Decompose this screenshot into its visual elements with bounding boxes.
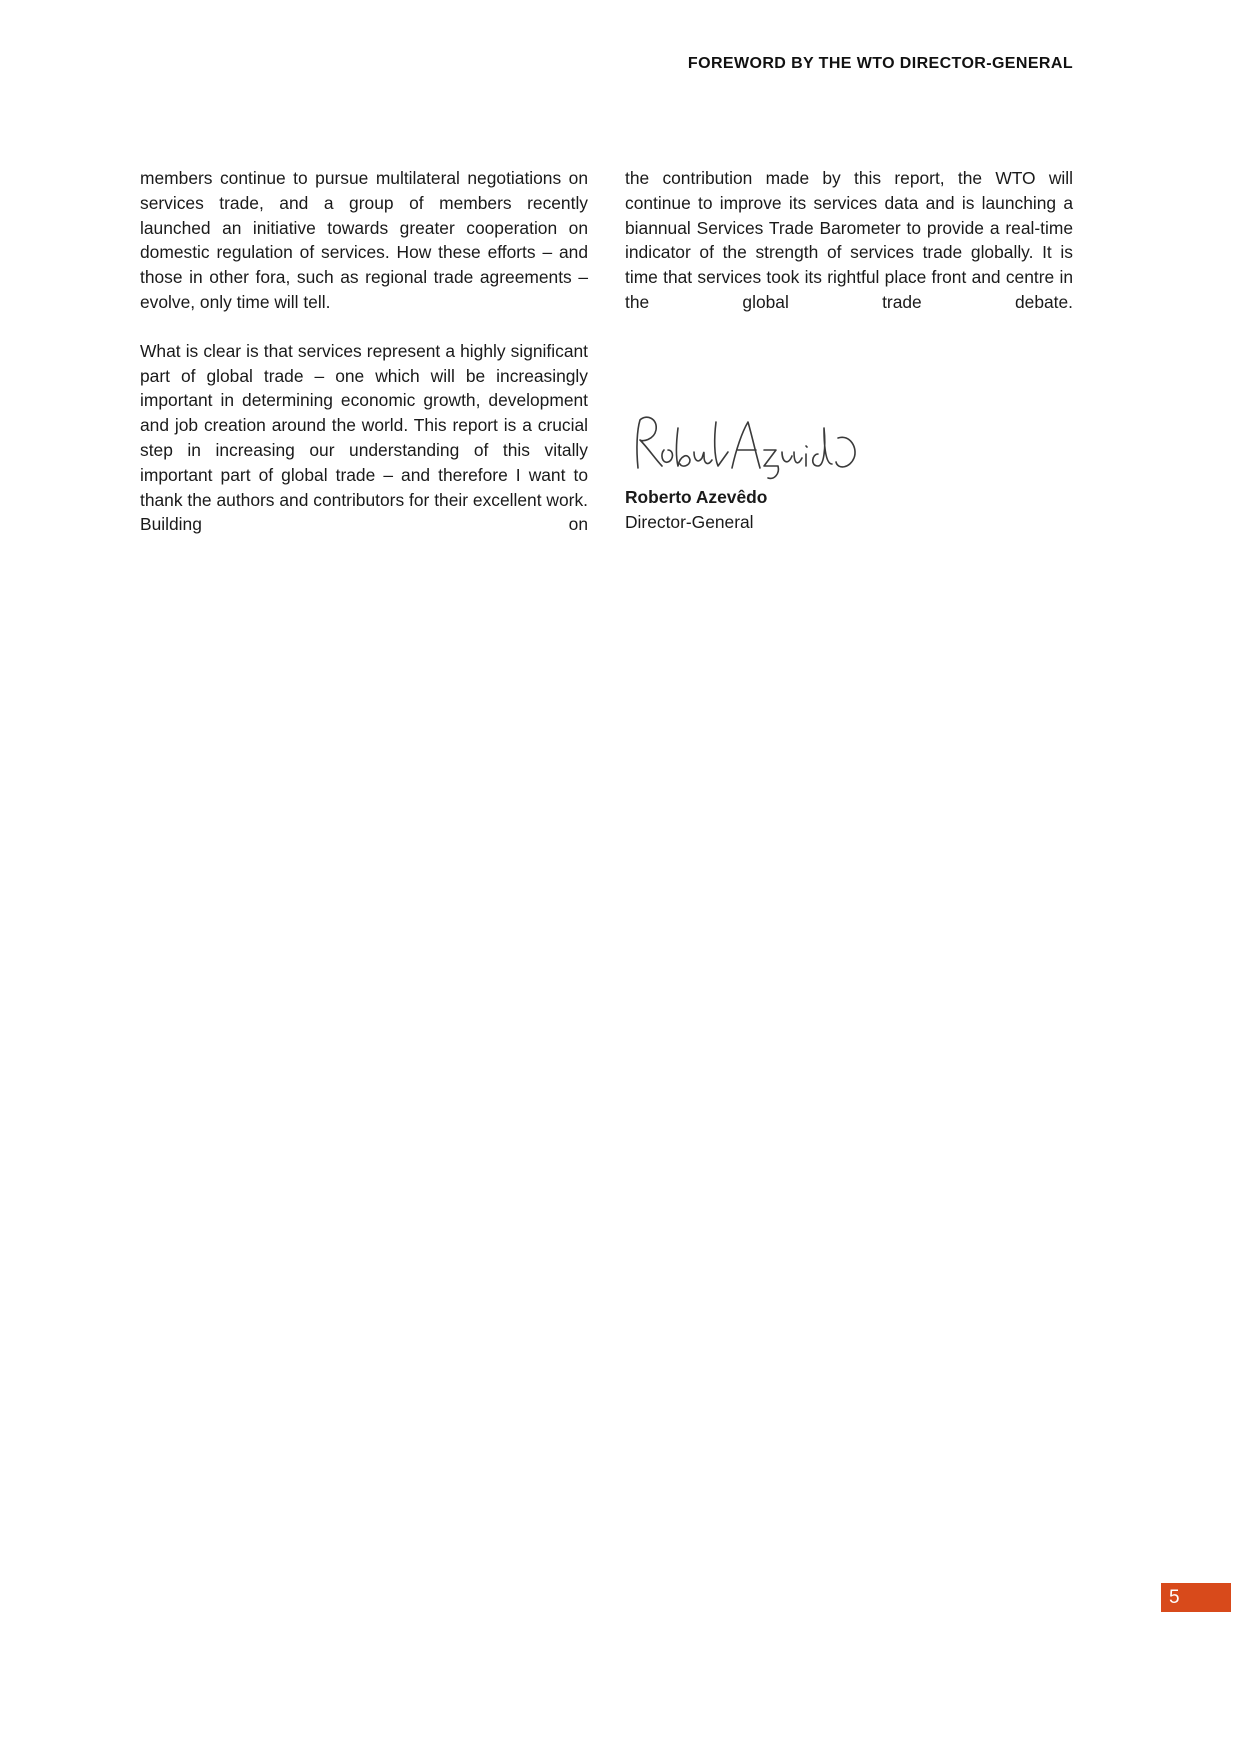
signatory-name: Roberto Azevêdo xyxy=(625,487,768,507)
left-paragraph-1: members continue to pursue multilateral negotiations on services trade, and a group of members recently launched an initiative towards greater cooperation on domestic regulation of services. How these efforts – and those in other fora, such as regional trade agreements – evolve, only time will tell. xyxy=(140,168,588,312)
left-paragraph-2: What is clear is that services represent a highly significant part of global trade – one which will be increasingly important in determining economic growth, development and job creation around the world. This report is a crucial step in increasing our understanding of this vitally important part of global trade – and therefore I want to thank the authors and contributors for their excellent work. Building on xyxy=(140,340,588,535)
signatory-block xyxy=(625,485,767,535)
page-number-tab: 5 xyxy=(1161,1583,1231,1612)
signatory-title: Director-General xyxy=(625,512,754,532)
right-column xyxy=(625,166,1073,339)
signature-image xyxy=(628,408,868,484)
left-column xyxy=(140,166,588,561)
right-paragraph-1: the contribution made by this report, the WTO will continue to improve its services data and is launching a biannual Services Trade Barometer to provide a real-time indicator of the strength of services trade globally. It is time that services took its rightful place front and centre in the global trade debate. xyxy=(625,168,1073,312)
running-header: FOREWORD BY THE WTO DIRECTOR-GENERAL xyxy=(687,55,1073,72)
